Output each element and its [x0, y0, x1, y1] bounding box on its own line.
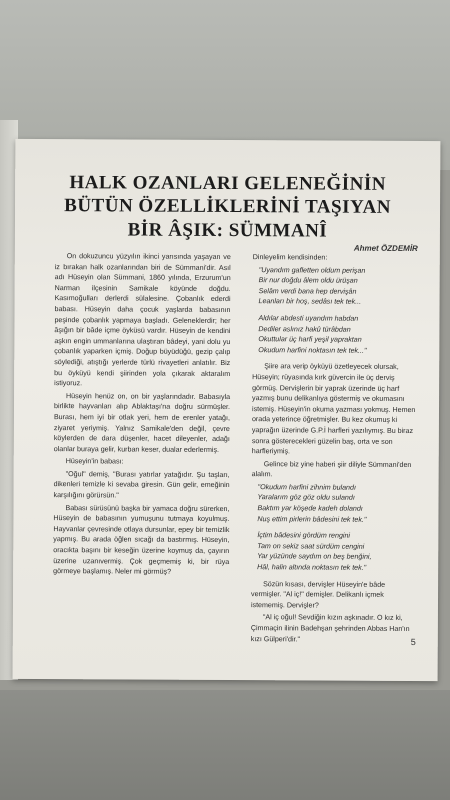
poem-stanza [257, 530, 415, 573]
poem-line: Yar yüzünde saydım on beş benğini, [257, 552, 372, 562]
poem-stanza [258, 313, 416, 356]
poem-line: Dediler aslınız hakû türâbdan [258, 324, 351, 334]
title-line-2: BÜTÜN ÖZELLİKLERİNİ TAŞIYAN [64, 195, 391, 218]
paragraph: Gelince biz yine haberi şiir diliyle Sümmani'den alalım. [251, 459, 412, 479]
page-number: 5 [410, 636, 416, 647]
right-column [251, 252, 417, 647]
poem-stanza [257, 482, 415, 525]
poem-line: Nuş ettim pirlerin bâdesini tek tek." [257, 514, 367, 524]
poem-line: Aldılar abdesti uyandım habdan [258, 314, 359, 323]
poem-line: Tam on sekiz saat sürdüm cengini [257, 542, 365, 551]
paragraph: Hüseyin'in babası: [65, 457, 124, 466]
paragraph: "Oğul" demiş, "Burası yatırlar yatağıdır. Şu taşları, dikenleri temizle ki sevaba giresin. Gün gelir, emeğinin karşılığını görürsün." [53, 470, 230, 500]
author-name: Ahmet ÖZDEMİR [353, 243, 418, 253]
background-bottom [0, 690, 450, 800]
poem-line: Okudum harfini noktasın tek tek..." [258, 345, 367, 355]
poem-line: Hâl, halin altında noktasın tek tek." [257, 563, 367, 572]
paragraph: Sözün kısası, dervişler Hüseyin'e bâde vermişler. "Al iç!" demişler. Delikanlı içmek istememiş. Dervişler? [250, 579, 386, 610]
poem-stanza [259, 265, 417, 308]
paragraph: On dokuzuncu yüzyılın ikinci yarısında yaşayan ve iz bırakan halk ozanlarından biri de Sümmani'dir. Asıl adı Hüseyin olan Sümmani, 1860 yılında, Erzurum'un Narman ilçesinin Samikale köyünde doğdu. Kasımoğulları derlerdi sülalesine. Çobanlık ederdi babası. Hüseyin daha çocuk yaşlarda babasının peşinde çobanlık yapmaya başladı. Geleneklerdir; her âşığın bir bâde içme öyküsü vardır. Hüseyin de kendini aşkın engin ummanlarına ulaştıran bâdeyi, yani dolu yu çobanlık yaparken içmiş. Doğup büyüdüğü, gezip çalıp söylediği, atıştığı yerlerde türlü rivayetleri anlatılır. Biz bu öyküyü kendi şiirinden yola çıkarak aktaralım istiyoruz. [54, 252, 231, 388]
left-column [53, 251, 231, 580]
poem-line: Bir nur doğdu âlem oldu ürüşan [258, 276, 358, 285]
paragraph: "Al iç oğul! Sevdiğin kızın aşkınadır. O kız ki, Çimmaçin ilinin Badehşan şehrinden Abbas Han'ın kızı Gülperi'dir." [250, 613, 410, 643]
paragraph: Hüseyin henüz on, on bir yaşlarındadır. Babasıyla birlikte hayvanları alıp Ablaktaşı'na doğru sürmüşler. Burası, hem iyi bir otlak yeri, hem de erenler yatağı, ziyaret yeriymiş. Yalnız Samikale'den değil, çevre köylerden de dara düşenler, hacet dileyenler, adağı olanlar buraya gelir, kurban keser, dualar ederlermiş. [53, 391, 231, 454]
paragraph: Babası sürüsünü başka bir yamaca doğru sürerken, Hüseyin de babasının yumuşunu tutmaya koyulmuş. Hayvanlar çevresinde otlaya dursunlar, epey bir temizlik yapmış. Bu arada öğlen sıcağı da bastırmış. Hüseyin, oracıkta başını bir keseğin üzerine koymuş da, çayırın üzerine uzanıvermiş. Çok geçmemiş ki, bir rüya görmeye başlamış. Neler mi görmüş? [53, 503, 230, 576]
magazine-page [13, 139, 441, 681]
paragraph: Dinleyelim kendisinden: [252, 253, 328, 262]
poem-line: İçtim bâdesini gördüm rengini [257, 531, 351, 540]
poem-line: "Okudum harfini zihnim bulandı [257, 483, 356, 492]
poem-line: Baktım yar köşede kadeh dolandı [257, 504, 363, 513]
poem-line: Yaralarım göz göz oldu sulandı [257, 493, 355, 503]
poem-line: Selâm verdi bana hep dervişân [258, 286, 357, 296]
poem-line: Okuttular üç harfi yeşil yapraktan [258, 335, 362, 344]
poem-line: Leanları bir hoş, sedâsı tek tek... [258, 297, 362, 307]
title-line-1: HALK OZANLARI GELENEĞİNİN [69, 172, 387, 195]
poem-line: "Uyandım gafletten oldum perişan [258, 265, 366, 275]
paragraph: Şiire ara verip öyküyü özetleyecek olursak, Hüseyin; rüyasında kırk güvercin ile üç derviş görmüş. Dervişlerin bir yaprak üzerinde üç harf yazmış bunu delikanlıya göstermiş ve okumasını istemiş. Hüseyin'in okuma yazması yokmuş. Hemen orada yeterince öğretmişler. Bu kez okumuş ki yaprağın üzerinde G.P.İ harfleri yazılıymış. Bu biraz sonra gösterecekleri güzelin baş, orta ve son harfleriymiş. [251, 362, 416, 456]
title-line-3: BİR ÂŞIK: SÜMMANÎ [127, 219, 328, 242]
